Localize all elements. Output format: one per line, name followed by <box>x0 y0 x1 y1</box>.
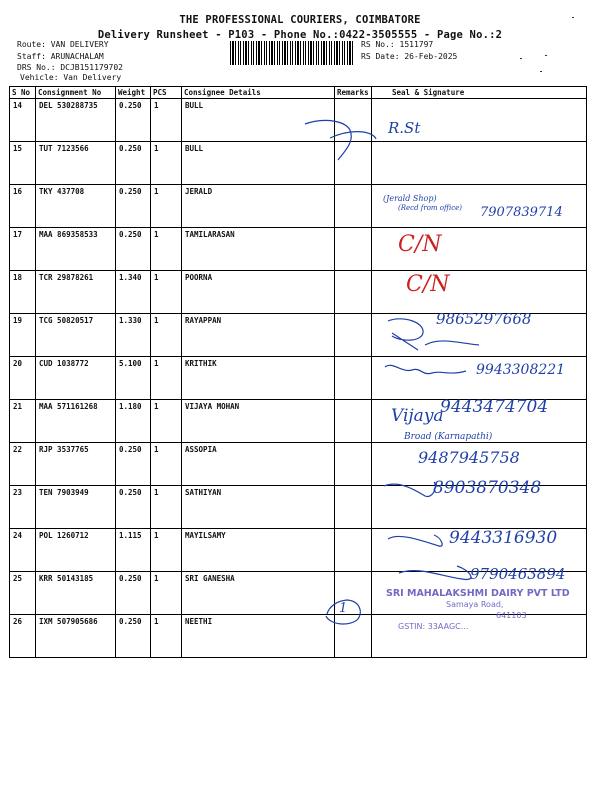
cell-sno: 14 <box>10 99 36 142</box>
route-label: Route: VAN DELIVERY <box>17 40 109 49</box>
handwritten-phone: 9443316930 <box>449 528 558 548</box>
cell-pcs: 1 <box>151 572 182 615</box>
stamp-company-name: SRI MAHALAKSHMI DAIRY PVT LTD <box>386 588 570 599</box>
cell-remarks <box>335 142 372 185</box>
cell-consignee: TAMILARASAN <box>182 228 335 271</box>
cell-consignee: SATHIYAN <box>182 486 335 529</box>
cell-sno: 18 <box>10 271 36 314</box>
handwritten-phone: 8903870348 <box>433 478 542 498</box>
column-header: S No <box>10 87 36 99</box>
cell-pcs: 1 <box>151 99 182 142</box>
cell-pcs: 1 <box>151 443 182 486</box>
cell-consignment: TUT 7123566 <box>36 142 116 185</box>
cell-sno: 20 <box>10 357 36 400</box>
cell-weight: 0.250 <box>116 486 151 529</box>
cell-remarks <box>335 271 372 314</box>
cell-consignee: BULL <box>182 142 335 185</box>
cell-weight: 1.115 <box>116 529 151 572</box>
cell-sno: 16 <box>10 185 36 228</box>
cell-consignment: RJP 3537765 <box>36 443 116 486</box>
table-row <box>10 142 587 185</box>
cell-consignee: SRI GANESHA <box>182 572 335 615</box>
drs-label: DRS No.: DCJB151179702 <box>17 63 123 72</box>
cell-remarks <box>335 615 372 658</box>
column-header: Remarks <box>335 87 372 99</box>
vehicle-label: Vehicle: Van Delivery <box>20 73 122 82</box>
cell-remarks <box>335 529 372 572</box>
cell-consignment: DEL 530288735 <box>36 99 116 142</box>
column-header: Weight <box>116 87 151 99</box>
cell-sno: 24 <box>10 529 36 572</box>
cell-weight: 0.250 <box>116 99 151 142</box>
cell-sno: 23 <box>10 486 36 529</box>
column-header: Seal & Signature <box>372 87 587 99</box>
handwritten-note: (Recd from office) <box>398 204 462 212</box>
cell-weight: 1.180 <box>116 400 151 443</box>
cell-weight: 5.100 <box>116 357 151 400</box>
cell-consignment: MAA 571161268 <box>36 400 116 443</box>
cell-signature <box>372 142 587 185</box>
cell-remarks <box>335 400 372 443</box>
cell-weight: 0.250 <box>116 142 151 185</box>
rs-date: RS Date: 26-Feb-2025 <box>361 52 458 61</box>
cell-weight: 0.250 <box>116 228 151 271</box>
cell-consignee: POORNA <box>182 271 335 314</box>
cell-consignee: NEETHI <box>182 615 335 658</box>
cell-consignment: IXM 507905686 <box>36 615 116 658</box>
company-stamp <box>386 588 596 632</box>
cell-consignee: RAYAPPAN <box>182 314 335 357</box>
cell-consignee: VIJAYA MOHAN <box>182 400 335 443</box>
cell-consignee: JERALD <box>182 185 335 228</box>
cell-sno: 25 <box>10 572 36 615</box>
handwritten-note: Broad (Karnapathi) <box>404 432 493 442</box>
cell-pcs: 1 <box>151 271 182 314</box>
cell-consignment: TKY 437708 <box>36 185 116 228</box>
handwritten-phone: 9443474704 <box>440 397 549 417</box>
cell-weight: 0.250 <box>116 443 151 486</box>
cell-sno: 15 <box>10 142 36 185</box>
cell-pcs: 1 <box>151 615 182 658</box>
cell-consignment: MAA 869358533 <box>36 228 116 271</box>
handwritten-phone: 7907839714 <box>480 205 563 220</box>
cell-consignment: CUD 1038772 <box>36 357 116 400</box>
table-row <box>10 228 587 271</box>
cell-weight: 0.250 <box>116 185 151 228</box>
cell-sno: 17 <box>10 228 36 271</box>
cell-pcs: 1 <box>151 486 182 529</box>
cell-signature <box>372 271 587 314</box>
cell-consignee: ASSOPIA <box>182 443 335 486</box>
cell-weight: 1.340 <box>116 271 151 314</box>
cell-sno: 22 <box>10 443 36 486</box>
cell-remarks <box>335 228 372 271</box>
cell-remarks <box>335 314 372 357</box>
cell-consignee: BULL <box>182 99 335 142</box>
cell-weight: 0.250 <box>116 572 151 615</box>
cell-remarks <box>335 486 372 529</box>
cell-pcs: 1 <box>151 314 182 357</box>
cell-consignment: KRR 50143185 <box>36 572 116 615</box>
cell-consignee: MAYILSAMY <box>182 529 335 572</box>
handwritten-signature: R.St <box>388 119 421 137</box>
handwritten-note: (Jerald Shop) <box>383 194 437 203</box>
column-header: PCS <box>151 87 182 99</box>
handwritten-phone: 9943308221 <box>476 362 566 378</box>
table-row <box>10 271 587 314</box>
handwritten-cn-mark: C/N <box>398 232 442 257</box>
cell-consignment: TCG 50820517 <box>36 314 116 357</box>
cell-pcs: 1 <box>151 400 182 443</box>
column-header: Consignee Details <box>182 87 335 99</box>
scan-mark <box>545 55 547 56</box>
handwritten-phone: 9790463894 <box>470 565 566 583</box>
stamp-pincode: 641103 <box>496 611 527 620</box>
cell-remarks <box>335 357 372 400</box>
scan-mark <box>520 58 522 59</box>
cell-pcs: 1 <box>151 357 182 400</box>
handwritten-cn-mark: C/N <box>406 272 450 297</box>
cell-sno: 19 <box>10 314 36 357</box>
table-header-row <box>10 87 587 99</box>
cell-consignment: POL 1260712 <box>36 529 116 572</box>
cell-consignment: TEN 7903949 <box>36 486 116 529</box>
cell-pcs: 1 <box>151 529 182 572</box>
barcode <box>230 41 355 65</box>
handwritten-phone: 9487945758 <box>418 448 520 467</box>
stamp-gstin: GSTIN: 33AAGC... <box>398 622 469 631</box>
page-title: THE PROFESSIONAL COURIERS, COIMBATORE <box>179 14 421 26</box>
cell-sno: 21 <box>10 400 36 443</box>
cell-consignee: KRITHIK <box>182 357 335 400</box>
stamp-address: Samaya Road, <box>446 600 504 609</box>
cell-remarks <box>335 443 372 486</box>
cell-weight: 0.250 <box>116 615 151 658</box>
cell-pcs: 1 <box>151 185 182 228</box>
scan-mark <box>540 71 542 72</box>
page-subtitle: Delivery Runsheet - P103 - Phone No.:0422-3505555 - Page No.:2 <box>97 29 503 41</box>
column-header: Consignment No <box>36 87 116 99</box>
cell-remarks <box>335 185 372 228</box>
cell-sno: 26 <box>10 615 36 658</box>
scan-mark <box>572 17 574 18</box>
cell-pcs: 1 <box>151 142 182 185</box>
handwritten-phone: 9865297668 <box>436 310 532 328</box>
handwritten-name: Vijaya <box>391 406 444 426</box>
table-row <box>10 99 587 142</box>
cell-remarks <box>335 99 372 142</box>
staff-label: Staff: ARUNACHALAM <box>17 52 104 61</box>
handwritten-remark: 1 <box>339 601 348 616</box>
rs-number: RS No.: 1511797 <box>361 40 434 49</box>
cell-pcs: 1 <box>151 228 182 271</box>
cell-weight: 1.330 <box>116 314 151 357</box>
cell-consignment: TCR 29878261 <box>36 271 116 314</box>
